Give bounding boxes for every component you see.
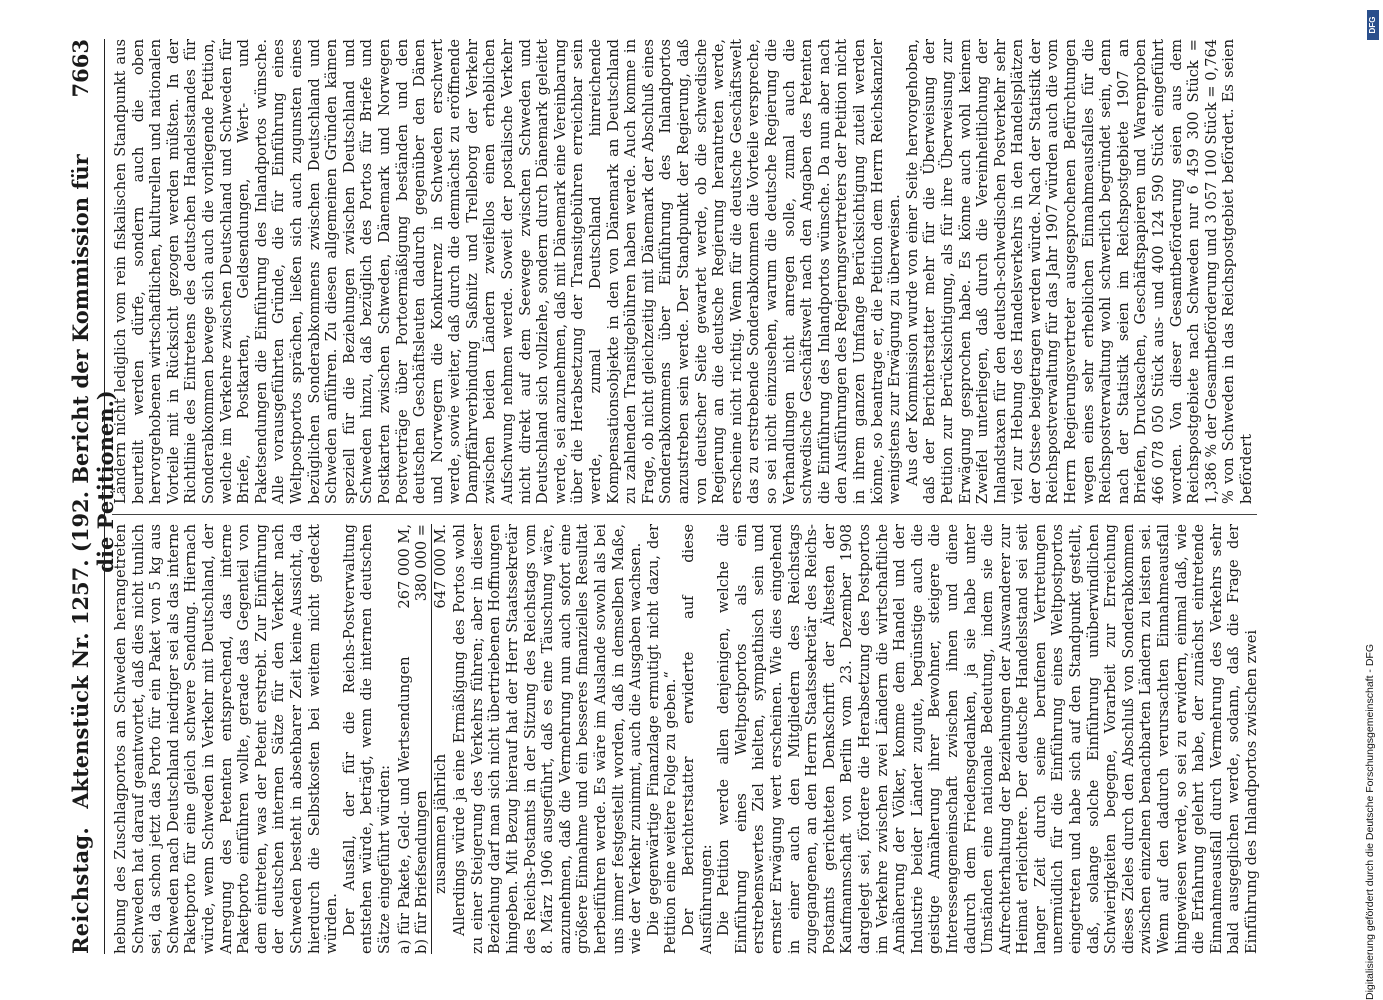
right-column <box>112 39 1256 504</box>
paragraph: Die gegenwärtige Finanzlage ermutigt nicht dazu, der Petition eine weitere Folge zu geben.“ <box>644 524 680 954</box>
amount-value: 267 000 M, <box>395 524 413 609</box>
paragraph: Ländern nicht lediglich vom rein fiskalischen Standpunkt aus beurteilt werden dürfe, sondern auch die oben hervorgehobenen wirtschaftlichen, kulturellen und nationalen Vorteile mit in Rücksicht gezogen werden müßten. In der Richtlinie des Eintretens des deutschen Handelsstandes für Sonderabkommen bewege sich auch die vorliegende Petition, welche im Verkehre zwischen Deutschland und Schweden für Briefe, Postkarten, Geldsendungen, Wert- und Paketsendungen die Einführung des Inlandportos wünsche. Alle vorausgeführten Gründe, die für Einführung eines Weltpostportos sprächen, ließen sich auch zugunsten eines bezüglichen Sonderabkommens zwischen Deutschland und Schweden anführen. Zu diesen allgemeinen Gründen kämen speziell für die Beziehungen zwischen Deutschland und Schweden hinzu, daß bezüglich des Portos für Briefe und Postkarten zwischen Schweden, Dänemark und Norwegen Postverträge über Portoermäßigung beständen und den deutschen Geschäftsleuten dadurch gegenüber den Dänen und Norwegern die Konkurrenz in Schweden erschwert werde, sowie weiter, daß durch die demnächst zu eröffnende Dampffährverbindung Saßnitz und Trelleborg der Verkehr zwischen beiden Ländern zweifellos einen erheblichen Aufschwung nehmen werde. Soweit der postalische Verkehr nicht direkt auf dem Seewege zwischen Schweden und Deutschland sich vollziehe, sondern durch Dänemark geleitet werde, sei anzunehmen, daß mit Dänemark eine Vereinbarung über die Herabsetzung der Transitgebühren erreichbar sein werde, zumal Deutschland hinreichende Kompensationsobjekte in den von Dänemark an Deutschland zu zahlenden Transitgebühren haben werde. Auch komme in Frage, ob nicht gleichzeitig mit Dänemark der Abschluß eines Sonderabkommens über Einführung des Inlandportos anzustreben sein werde. Der Standpunkt der Regierung, daß von deutscher Seite gewartet werde, ob die schwedische Regierung an die deutsche Regierung herantreten werde, erscheine nicht richtig. Wenn für die deutsche Geschäftswelt das zu erstrebende Sonderabkommen die Vorteile verspreche, so sei nicht einzusehen, warum die deutsche Regierung die Verhandlungen nicht anregen solle, zumal auch die schwedische Geschäftswelt nach den Angaben des Petenten die Einführung des Inlandportos wünsche. Da nun aber nach den Ausführungen des Regierungsvertreters der Petition nicht in ihrem ganzen Umfange Berücksichtigung zuteil werden könne, so beantrage er, die Petition dem Herrn Reichskanzler wenigstens zur Erwägung zu überweisen. <box>112 39 904 504</box>
header-left-title: Reichstag. <box>68 827 93 954</box>
paragraph: Der Berichterstatter erwiderte auf diese Ausführungen: <box>680 524 715 954</box>
column-separator <box>112 514 1257 515</box>
amount-value: 380 000 = <box>413 524 431 602</box>
header-center-title: Aktenstück Nr. 1257. (192. Bericht der Kommission für die Petitionen.) <box>68 154 118 809</box>
table-row <box>413 524 431 954</box>
table-row <box>431 524 449 954</box>
header-rule <box>104 39 105 954</box>
amount-label: zusammen jährlich <box>431 634 449 954</box>
paragraph: Allerdings würde ja eine Ermäßigung des Portos wohl zu einer Steigerung des Verkehrs führen; aber in dieser Beziehung darf man sich nicht übertriebenen Hoffnungen hingeben. Mit Bezug hierauf hat der Herr Staatssekretär des Reichs-Postamts in der Sitzung des Reichstags vom 8. März 1906 ausgeführt, daß es eine Täuschung wäre, anzunehmen, daß die Vermehrung nun auch sofort eine größere Einnahme und ein besseres finanzielles Resultat herbeiführen werde. Es wäre im Auslande sowohl als bei uns immer festgestellt worden, daß in demselben Maße, wie der Verkehr zunimmt, auch die Ausgaben wachsen. <box>451 524 645 954</box>
dfg-logo-text: DFG <box>1368 16 1377 34</box>
left-column <box>112 524 1261 954</box>
page-header <box>62 39 118 954</box>
dfg-logo-icon <box>1367 10 1379 40</box>
page-number: 7663 <box>68 39 93 98</box>
amount-label: b) für Briefsendungen <box>413 790 431 954</box>
amount-label: a) für Pakete, Geld- und Wertsendungen <box>395 656 413 954</box>
amount-value: 647 000 M. <box>431 524 449 634</box>
paragraph: Der Ausfall, der für die Reichs-Postverwaltung entstehen würde, beträgt, wenn die internen deutschen Sätze eingeführt würden: <box>340 524 393 954</box>
paragraph: hebung des Zuschlagportos an Schweden herangetreten Schweden hat darauf geantwortet, daß dies nicht tunlich sei, da schon jetzt das Porto für ein Paket von 5 kg aus Schweden nach Deutschland niedriger sei als das interne Paketporto für eine gleich schwere Sendung. Hiernach würde, wenn Schweden in Verkehr mit Deutschland, der Anregung des Petenten entsprechend, das interne Paketporto einführen wollte, gerade das Gegenteil von dem eintreten, was der Petent erstrebt. Zur Einführung der deutschen internen Sätze für den Verkehr nach Schweden besteht in absehbarer Zeit keine Aussicht, da hierdurch die Selbstkosten bei weitem nicht gedeckt würden. <box>112 524 341 954</box>
paragraph: Die Petition werde allen denjenigen, welche die Einführung eines Weltpostportos als ein erstrebenswertes Ziel hielten, sympathisch sein und ernster Erwägung wert erscheinen. Wie dies eingehend in einer auch den Mitgliedern des Reichstags zugegangenen, an den Herrn Staatssekretär des Reichs-Postamts gerichteten Denkschrift der Ältesten der Kaufmannschaft von Berlin vom 23. Dezember 1908 dargelegt sei, fördere die Herabsetzung des Postportos im Verkehre zwischen zwei Ländern die wirtschaftliche Annäherung der Völker, komme dem Handel und der Industrie beider Länder zugute, begünstige auch die geistige Annäherung ihrer Bewohner, steigere die Interessengemeinschaft zwischen ihnen und diene dadurch dem Friedensgedanken, ja sie habe unter Umständen eine nationale Bedeutung, indem sie die Aufrechterhaltung der Beziehungen der Auswanderer zur Heimat erleichtere. Der deutsche Handelsstand sei seit langer Zeit durch seine berufenen Vertretungen unermüdlich für die Einführung eines Weltpostportos eingetreten und habe sich auf den Standpunkt gestellt, daß, solange solche Einführung unüberwindlichen Schwierigkeiten begegne, Vorarbeit zur Erreichung dieses Zieles durch den Abschluß von Sonderabkommen zwischen einzelnen benachbarten Ländern zu leisten sei. Wenn auf den dadurch verursachten Einnahmeausfall hingewiesen werde, so sei zu erwidern, einmal daß, wie die Erfahrung gelehrt habe, der zunächst eintretende Einnahmeausfall durch Vermehrung des Verkehrs sehr bald ausgeglichen werde, sodann, daß die Frage der Einführung des Inlandportos zwischen zwei <box>715 524 1260 954</box>
digitization-credit <box>1362 10 1380 1000</box>
paragraph: Aus der Kommission wurde von einer Seite hervorgehoben, daß der Berichterstatter mehr für die Überweisung der Petition zur Berücksichtigung, als für ihre Überweisung zur Erwägung gesprochen habe. Es könne auch wohl keinem Zweifel unterliegen, daß durch die Vereinheitlichung der Inlandstaxen für den deutsch-schwedischen Postverkehr sehr viel zur Hebung des Handelsverkehrs in den Handelsplätzen der Ostsee beigetragen werden würde. Nach der Statistik der Reichspostverwaltung für das Jahr 1907 würden auch die vom Herrn Regierungsvertreter ausgesprochenen Befürchtungen wegen eines sehr erheblichen Einnahmeausfalles für die Reichspostverwaltung wohl schwerlich begründet sein, denn nach der Statistik seien im Reichspostgebiete 1907 an Briefen, Drucksachen, Geschäftspapieren und Warenproben 466 078 050 Stück aus- und 400 124 590 Stück eingeführt worden. Von dieser Gesamtbeförderung seien aus dem Reichspostgebiete nach Schweden nur 6 459 300 Stück = 1,386 % der Gesamtbeförderung und 3 057 100 Stück = 0,764 % von Schweden in das Reichspostgebiet befördert. Es seien befördert <box>903 39 1255 504</box>
table-row <box>396 524 414 954</box>
amounts-table <box>396 524 450 954</box>
credit-text: Digitalisierung gefördert durch die Deutsche Forschungsgemeinschaft - DFG <box>1364 643 1376 1000</box>
